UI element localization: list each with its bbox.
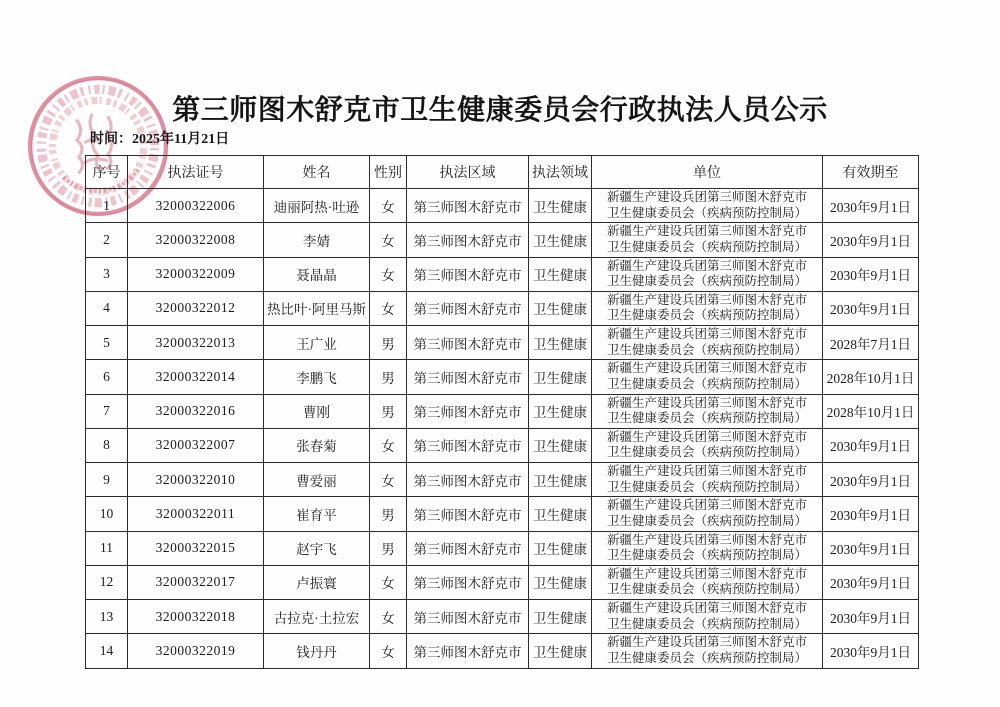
table-row — [86, 326, 919, 360]
cell-name: 卢振寰 — [264, 565, 370, 599]
cell-no: 6 — [86, 360, 128, 394]
cell-region: 第三师图木舒克市 — [407, 394, 529, 428]
cell-name: 李婧 — [264, 223, 370, 257]
cell-region: 第三师图木舒克市 — [407, 497, 529, 531]
cell-license: 32000322007 — [128, 428, 264, 462]
cell-name: 赵宇飞 — [264, 531, 370, 565]
cell-valid_until: 2030年9月1日 — [823, 257, 919, 291]
cell-license: 32000322015 — [128, 531, 264, 565]
cell-field: 卫生健康 — [529, 326, 592, 360]
cell-region: 第三师图木舒克市 — [407, 463, 529, 497]
cell-region: 第三师图木舒克市 — [407, 223, 529, 257]
table-row — [86, 360, 919, 394]
cell-valid_until: 2030年9月1日 — [823, 223, 919, 257]
table-row — [86, 291, 919, 325]
cell-no: 5 — [86, 326, 128, 360]
cell-valid_until: 2030年9月1日 — [823, 189, 919, 223]
cell-field: 卫生健康 — [529, 257, 592, 291]
cell-name: 迪丽阿热·吐逊 — [264, 189, 370, 223]
date-line: 时间：2025年11月21日 — [90, 132, 230, 147]
personnel-table — [85, 155, 919, 669]
unit-line1: 新疆生产建设兵团第三师图木舒克市 — [606, 532, 807, 547]
unit-line2: 卫生健康委员会（疾病预防控制局） — [606, 582, 807, 597]
unit-line2: 卫生健康委员会（疾病预防控制局） — [606, 308, 807, 323]
cell-no: 1 — [86, 189, 128, 223]
page-title: 第三师图木舒克市卫生健康委员会行政执法人员公示 — [172, 95, 828, 126]
cell-unit — [592, 223, 823, 257]
cell-unit — [592, 257, 823, 291]
cell-no: 2 — [86, 223, 128, 257]
column-header: 单位 — [592, 156, 823, 189]
cell-field: 卫生健康 — [529, 360, 592, 394]
cell-gender: 男 — [370, 394, 407, 428]
unit-line1: 新疆生产建设兵团第三师图木舒克市 — [606, 498, 807, 513]
cell-gender: 女 — [370, 600, 407, 634]
cell-name: 曹爱丽 — [264, 463, 370, 497]
cell-no: 11 — [86, 531, 128, 565]
cell-name: 曹刚 — [264, 394, 370, 428]
cell-license: 32000322010 — [128, 463, 264, 497]
unit-line1: 新疆生产建设兵团第三师图木舒克市 — [606, 258, 807, 273]
unit-line1: 新疆生产建设兵团第三师图木舒克市 — [606, 395, 807, 410]
cell-field: 卫生健康 — [529, 634, 592, 668]
cell-unit — [592, 360, 823, 394]
cell-license: 32000322019 — [128, 634, 264, 668]
cell-region: 第三师图木舒克市 — [407, 257, 529, 291]
cell-gender: 女 — [370, 463, 407, 497]
cell-valid_until: 2030年9月1日 — [823, 634, 919, 668]
cell-gender: 女 — [370, 189, 407, 223]
table-row — [86, 600, 919, 634]
cell-name: 热比叶·阿里马斯 — [264, 291, 370, 325]
unit-line2: 卫生健康委员会（疾病预防控制局） — [606, 274, 807, 289]
unit-line2: 卫生健康委员会（疾病预防控制局） — [606, 411, 807, 426]
cell-field: 卫生健康 — [529, 565, 592, 599]
cell-gender: 男 — [370, 326, 407, 360]
cell-license: 32000322017 — [128, 565, 264, 599]
cell-gender: 女 — [370, 565, 407, 599]
table-row — [86, 394, 919, 428]
cell-name: 聂晶晶 — [264, 257, 370, 291]
cell-gender: 女 — [370, 223, 407, 257]
cell-name: 张春菊 — [264, 428, 370, 462]
cell-unit — [592, 394, 823, 428]
cell-no: 10 — [86, 497, 128, 531]
cell-gender: 男 — [370, 360, 407, 394]
unit-line2: 卫生健康委员会（疾病预防控制局） — [606, 376, 807, 391]
unit-line1: 新疆生产建设兵团第三师图木舒克市 — [606, 327, 807, 341]
cell-region: 第三师图木舒克市 — [407, 531, 529, 565]
column-header: 序号 — [86, 156, 128, 189]
cell-valid_until: 2028年7月1日 — [823, 326, 919, 360]
cell-field: 卫生健康 — [529, 428, 592, 462]
cell-region: 第三师图木舒克市 — [407, 565, 529, 599]
cell-license: 32000322009 — [128, 257, 264, 291]
table-row — [86, 565, 919, 599]
cell-no: 12 — [86, 565, 128, 599]
cell-valid_until: 2030年9月1日 — [823, 497, 919, 531]
cell-valid_until: 2030年9月1日 — [823, 291, 919, 325]
unit-line1: 新疆生产建设兵团第三师图木舒克市 — [606, 635, 807, 650]
unit-line2: 卫生健康委员会（疾病预防控制局） — [606, 239, 807, 254]
unit-line2: 卫生健康委员会（疾病预防控制局） — [606, 205, 807, 220]
table-header-row — [86, 156, 919, 189]
cell-no: 9 — [86, 463, 128, 497]
cell-license: 32000322013 — [128, 326, 264, 360]
cell-no: 8 — [86, 428, 128, 462]
cell-unit — [592, 463, 823, 497]
cell-field: 卫生健康 — [529, 497, 592, 531]
unit-line1: 新疆生产建设兵团第三师图木舒克市 — [606, 190, 807, 204]
table-row — [86, 497, 919, 531]
cell-no: 7 — [86, 394, 128, 428]
cell-license: 32000322008 — [128, 223, 264, 257]
unit-line2: 卫生健康委员会（疾病预防控制局） — [606, 342, 807, 357]
table-row — [86, 634, 919, 668]
cell-field: 卫生健康 — [529, 223, 592, 257]
cell-gender: 女 — [370, 634, 407, 668]
cell-field: 卫生健康 — [529, 600, 592, 634]
unit-line1: 新疆生产建设兵团第三师图木舒克市 — [606, 429, 807, 444]
cell-no: 14 — [86, 634, 128, 668]
cell-valid_until: 2030年9月1日 — [823, 565, 919, 599]
cell-unit — [592, 291, 823, 325]
cell-no: 3 — [86, 257, 128, 291]
unit-line2: 卫生健康委员会（疾病预防控制局） — [606, 513, 807, 528]
cell-license: 32000322006 — [128, 189, 264, 223]
unit-line2: 卫生健康委员会（疾病预防控制局） — [606, 548, 807, 563]
cell-unit — [592, 634, 823, 668]
unit-line1: 新疆生产建设兵团第三师图木舒克市 — [606, 601, 807, 615]
unit-line2: 卫生健康委员会（疾病预防控制局） — [606, 445, 807, 460]
cell-unit — [592, 189, 823, 223]
unit-line1: 新疆生产建设兵团第三师图木舒克市 — [606, 566, 807, 581]
cell-unit — [592, 565, 823, 599]
unit-line2: 卫生健康委员会（疾病预防控制局） — [606, 479, 807, 494]
cell-unit — [592, 326, 823, 360]
table-row — [86, 428, 919, 462]
cell-gender: 男 — [370, 497, 407, 531]
cell-valid_until: 2028年10月1日 — [823, 360, 919, 394]
cell-no: 4 — [86, 291, 128, 325]
cell-gender: 女 — [370, 428, 407, 462]
table-row — [86, 223, 919, 257]
cell-license: 32000322011 — [128, 497, 264, 531]
cell-field: 卫生健康 — [529, 394, 592, 428]
unit-line1: 新疆生产建设兵团第三师图木舒克市 — [606, 464, 807, 478]
cell-field: 卫生健康 — [529, 463, 592, 497]
unit-line2: 卫生健康委员会（疾病预防控制局） — [606, 616, 807, 631]
cell-name: 钱丹丹 — [264, 634, 370, 668]
cell-no: 13 — [86, 600, 128, 634]
cell-gender: 女 — [370, 257, 407, 291]
cell-license: 32000322012 — [128, 291, 264, 325]
column-header: 执法证号 — [128, 156, 264, 189]
cell-region: 第三师图木舒克市 — [407, 428, 529, 462]
column-header: 有效期至 — [823, 156, 919, 189]
cell-unit — [592, 531, 823, 565]
cell-region: 第三师图木舒克市 — [407, 634, 529, 668]
cell-valid_until: 2030年9月1日 — [823, 531, 919, 565]
unit-line1: 新疆生产建设兵团第三师图木舒克市 — [606, 361, 807, 376]
unit-line1: 新疆生产建设兵团第三师图木舒克市 — [606, 224, 807, 239]
cell-field: 卫生健康 — [529, 291, 592, 325]
cell-field: 卫生健康 — [529, 531, 592, 565]
cell-license: 32000322016 — [128, 394, 264, 428]
cell-gender: 女 — [370, 291, 407, 325]
column-header: 执法领域 — [529, 156, 592, 189]
cell-region: 第三师图木舒克市 — [407, 600, 529, 634]
column-header: 姓名 — [264, 156, 370, 189]
cell-unit — [592, 428, 823, 462]
cell-region: 第三师图木舒克市 — [407, 360, 529, 394]
cell-name: 古拉克·土拉宏 — [264, 600, 370, 634]
cell-valid_until: 2028年10月1日 — [823, 394, 919, 428]
cell-name: 崔育平 — [264, 497, 370, 531]
column-header: 性别 — [370, 156, 407, 189]
cell-region: 第三师图木舒克市 — [407, 291, 529, 325]
cell-valid_until: 2030年9月1日 — [823, 600, 919, 634]
cell-region: 第三师图木舒克市 — [407, 326, 529, 360]
cell-field: 卫生健康 — [529, 189, 592, 223]
cell-name: 李鹏飞 — [264, 360, 370, 394]
table-row — [86, 189, 919, 223]
table-row — [86, 257, 919, 291]
cell-valid_until: 2030年9月1日 — [823, 463, 919, 497]
unit-line2: 卫生健康委员会（疾病预防控制局） — [606, 650, 807, 665]
cell-region: 第三师图木舒克市 — [407, 189, 529, 223]
cell-license: 32000322018 — [128, 600, 264, 634]
unit-line1: 新疆生产建设兵团第三师图木舒克市 — [606, 292, 807, 307]
table-row — [86, 531, 919, 565]
cell-license: 32000322014 — [128, 360, 264, 394]
cell-unit — [592, 600, 823, 634]
cell-name: 王广业 — [264, 326, 370, 360]
cell-valid_until: 2030年9月1日 — [823, 428, 919, 462]
column-header: 执法区域 — [407, 156, 529, 189]
cell-gender: 男 — [370, 531, 407, 565]
cell-unit — [592, 497, 823, 531]
table-row — [86, 463, 919, 497]
